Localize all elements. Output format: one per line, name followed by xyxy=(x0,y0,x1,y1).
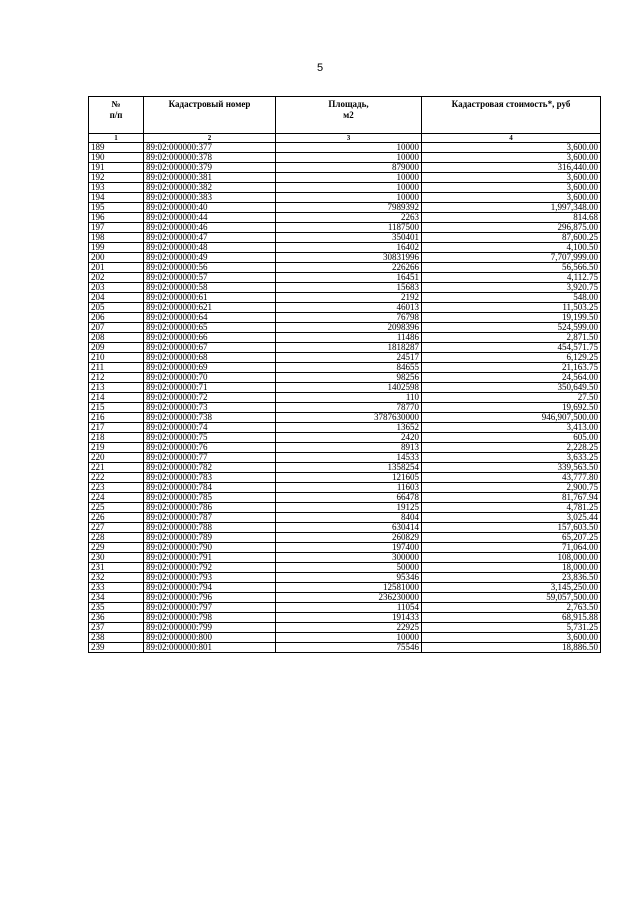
column-header-line: п/п xyxy=(109,110,123,120)
cadastral-value-cell: 3,025.44 xyxy=(422,513,601,523)
table-header xyxy=(89,97,601,143)
cadastral-number-cell: 89:02:000000:788 xyxy=(144,523,276,533)
column-header-line: м2 xyxy=(343,110,354,120)
table-row xyxy=(89,463,601,473)
cadastral-number-cell: 89:02:000000:789 xyxy=(144,533,276,543)
cadastral-number-cell: 89:02:000000:56 xyxy=(144,263,276,273)
table-row xyxy=(89,383,601,393)
row-number-cell: 236 xyxy=(89,613,144,623)
row-number-cell: 203 xyxy=(89,283,144,293)
cadastral-number-cell: 89:02:000000:790 xyxy=(144,543,276,553)
table-row xyxy=(89,223,601,233)
cadastral-number-cell: 89:02:000000:47 xyxy=(144,233,276,243)
cadastral-number-cell: 89:02:000000:796 xyxy=(144,593,276,603)
row-number-cell: 201 xyxy=(89,263,144,273)
row-number-cell: 238 xyxy=(89,633,144,643)
table-row xyxy=(89,393,601,403)
row-number-cell: 233 xyxy=(89,583,144,593)
row-number-cell: 204 xyxy=(89,293,144,303)
row-number-cell: 202 xyxy=(89,273,144,283)
area-cell: 16451 xyxy=(276,273,422,283)
cadastral-value-cell: 3,920.75 xyxy=(422,283,601,293)
cadastral-value-cell: 24,564.00 xyxy=(422,373,601,383)
cadastral-number-cell: 89:02:000000:800 xyxy=(144,633,276,643)
area-cell: 11486 xyxy=(276,333,422,343)
cadastral-value-cell: 65,207.25 xyxy=(422,533,601,543)
cadastral-number-cell: 89:02:000000:787 xyxy=(144,513,276,523)
row-number-cell: 192 xyxy=(89,173,144,183)
area-cell: 10000 xyxy=(276,153,422,163)
cadastral-number-cell: 89:02:000000:67 xyxy=(144,343,276,353)
column-header-4 xyxy=(422,97,601,134)
table-row xyxy=(89,173,601,183)
area-cell: 14533 xyxy=(276,453,422,463)
cadastral-value-cell: 18,886.50 xyxy=(422,643,601,653)
area-cell: 197400 xyxy=(276,543,422,553)
area-cell: 191433 xyxy=(276,613,422,623)
row-number-cell: 219 xyxy=(89,443,144,453)
table-row xyxy=(89,533,601,543)
cadastral-number-cell: 89:02:000000:58 xyxy=(144,283,276,293)
cadastral-number-cell: 89:02:000000:801 xyxy=(144,643,276,653)
area-cell: 46013 xyxy=(276,303,422,313)
area-cell: 19125 xyxy=(276,503,422,513)
table-row xyxy=(89,583,601,593)
cadastral-number-cell: 89:02:000000:786 xyxy=(144,503,276,513)
table-row xyxy=(89,303,601,313)
row-number-cell: 217 xyxy=(89,423,144,433)
row-number-cell: 223 xyxy=(89,483,144,493)
cadastral-number-cell: 89:02:000000:68 xyxy=(144,353,276,363)
cadastral-number-cell: 89:02:000000:798 xyxy=(144,613,276,623)
area-cell: 350401 xyxy=(276,233,422,243)
table-row xyxy=(89,253,601,263)
cadastral-value-cell: 157,603.50 xyxy=(422,523,601,533)
row-number-cell: 208 xyxy=(89,333,144,343)
area-cell: 8913 xyxy=(276,443,422,453)
table-row xyxy=(89,403,601,413)
area-cell: 2098396 xyxy=(276,323,422,333)
row-number-cell: 193 xyxy=(89,183,144,193)
row-number-cell: 197 xyxy=(89,223,144,233)
cadastral-number-cell: 89:02:000000:379 xyxy=(144,163,276,173)
area-cell: 24517 xyxy=(276,353,422,363)
row-number-cell: 213 xyxy=(89,383,144,393)
cadastral-value-cell: 3,600.00 xyxy=(422,143,601,153)
column-header-line: Площадь, xyxy=(328,99,369,109)
table-row xyxy=(89,453,601,463)
table-row xyxy=(89,433,601,443)
cadastral-value-cell: 11,503.25 xyxy=(422,303,601,313)
table-row xyxy=(89,613,601,623)
column-number-1: 1 xyxy=(89,134,144,143)
area-cell: 84655 xyxy=(276,363,422,373)
area-cell: 75546 xyxy=(276,643,422,653)
cadastral-number-cell: 89:02:000000:792 xyxy=(144,563,276,573)
cadastral-value-cell: 605.00 xyxy=(422,433,601,443)
cadastral-value-cell: 81,767.94 xyxy=(422,493,601,503)
row-number-cell: 206 xyxy=(89,313,144,323)
cadastral-value-cell: 21,163.75 xyxy=(422,363,601,373)
cadastral-value-cell: 1,997,348.00 xyxy=(422,203,601,213)
cadastral-value-cell: 548.00 xyxy=(422,293,601,303)
cadastral-value-cell: 2,228.25 xyxy=(422,443,601,453)
table-row xyxy=(89,443,601,453)
area-cell: 50000 xyxy=(276,563,422,573)
cadastral-value-cell: 18,000.00 xyxy=(422,563,601,573)
cadastral-number-cell: 89:02:000000:793 xyxy=(144,573,276,583)
row-number-cell: 198 xyxy=(89,233,144,243)
cadastral-value-cell: 524,599.00 xyxy=(422,323,601,333)
table-row xyxy=(89,273,601,283)
area-cell: 7989392 xyxy=(276,203,422,213)
area-cell: 10000 xyxy=(276,173,422,183)
table-row xyxy=(89,183,601,193)
row-number-cell: 239 xyxy=(89,643,144,653)
cadastral-value-cell: 2,871.50 xyxy=(422,333,601,343)
area-cell: 1818287 xyxy=(276,343,422,353)
cadastral-value-cell: 339,563.50 xyxy=(422,463,601,473)
cadastral-number-cell: 89:02:000000:785 xyxy=(144,493,276,503)
cadastral-value-cell: 43,777.80 xyxy=(422,473,601,483)
cadastral-value-cell: 296,875.00 xyxy=(422,223,601,233)
table-row xyxy=(89,503,601,513)
table-row xyxy=(89,283,601,293)
row-number-cell: 196 xyxy=(89,213,144,223)
cadastral-value-cell: 3,600.00 xyxy=(422,173,601,183)
area-cell: 15683 xyxy=(276,283,422,293)
table-row xyxy=(89,413,601,423)
cadastral-value-cell: 2,900.75 xyxy=(422,483,601,493)
cadastral-value-cell: 4,112.75 xyxy=(422,273,601,283)
row-number-cell: 222 xyxy=(89,473,144,483)
cadastral-number-cell: 89:02:000000:794 xyxy=(144,583,276,593)
table-row xyxy=(89,153,601,163)
cadastral-value-cell: 316,440.00 xyxy=(422,163,601,173)
area-cell: 76798 xyxy=(276,313,422,323)
cadastral-value-cell: 108,000.00 xyxy=(422,553,601,563)
cadastral-number-cell: 89:02:000000:73 xyxy=(144,403,276,413)
cadastral-value-cell: 4,100.50 xyxy=(422,243,601,253)
cadastral-number-cell: 89:02:000000:64 xyxy=(144,313,276,323)
area-cell: 260829 xyxy=(276,533,422,543)
column-header-3 xyxy=(276,97,422,134)
row-number-cell: 227 xyxy=(89,523,144,533)
cadastral-number-cell: 89:02:000000:72 xyxy=(144,393,276,403)
cadastral-value-cell: 946,907,500.00 xyxy=(422,413,601,423)
cadastral-number-cell: 89:02:000000:791 xyxy=(144,553,276,563)
row-number-cell: 231 xyxy=(89,563,144,573)
table-row xyxy=(89,233,601,243)
cadastral-value-cell: 3,600.00 xyxy=(422,633,601,643)
area-cell: 22925 xyxy=(276,623,422,633)
area-cell: 1358254 xyxy=(276,463,422,473)
cadastral-number-cell: 89:02:000000:76 xyxy=(144,443,276,453)
cadastral-value-cell: 4,781.25 xyxy=(422,503,601,513)
column-header-line: № xyxy=(111,99,121,109)
row-number-cell: 224 xyxy=(89,493,144,503)
row-number-cell: 221 xyxy=(89,463,144,473)
table-row xyxy=(89,623,601,633)
cadastral-value-cell: 3,600.00 xyxy=(422,183,601,193)
table-row xyxy=(89,313,601,323)
row-number-cell: 209 xyxy=(89,343,144,353)
cadastral-number-cell: 89:02:000000:383 xyxy=(144,193,276,203)
row-number-cell: 232 xyxy=(89,573,144,583)
table-row xyxy=(89,643,601,653)
row-number-cell: 228 xyxy=(89,533,144,543)
area-cell: 10000 xyxy=(276,183,422,193)
row-number-cell: 205 xyxy=(89,303,144,313)
column-header-line: Кадастровая стоимость*, руб xyxy=(451,99,571,109)
area-cell: 11603 xyxy=(276,483,422,493)
cadastral-value-cell: 3,600.00 xyxy=(422,193,601,203)
cadastral-value-cell: 59,057,500.00 xyxy=(422,593,601,603)
cadastral-value-cell: 19,199.50 xyxy=(422,313,601,323)
cadastral-number-cell: 89:02:000000:57 xyxy=(144,273,276,283)
cadastral-value-cell: 56,566.50 xyxy=(422,263,601,273)
cadastral-number-cell: 89:02:000000:44 xyxy=(144,213,276,223)
area-cell: 2420 xyxy=(276,433,422,443)
row-number-cell: 235 xyxy=(89,603,144,613)
area-cell: 2263 xyxy=(276,213,422,223)
row-number-cell: 190 xyxy=(89,153,144,163)
area-cell: 95346 xyxy=(276,573,422,583)
row-number-cell: 214 xyxy=(89,393,144,403)
page-number: 5 xyxy=(316,62,324,74)
table-row xyxy=(89,483,601,493)
area-cell: 226266 xyxy=(276,263,422,273)
table-body xyxy=(89,143,601,653)
cadastral-number-cell: 89:02:000000:783 xyxy=(144,473,276,483)
table-row xyxy=(89,343,601,353)
row-number-cell: 212 xyxy=(89,373,144,383)
table-row xyxy=(89,373,601,383)
cadastral-value-cell: 27.50 xyxy=(422,393,601,403)
row-number-cell: 237 xyxy=(89,623,144,633)
table-row xyxy=(89,633,601,643)
cadastral-number-cell: 89:02:000000:738 xyxy=(144,413,276,423)
area-cell: 11054 xyxy=(276,603,422,613)
row-number-cell: 207 xyxy=(89,323,144,333)
row-number-cell: 199 xyxy=(89,243,144,253)
table-row xyxy=(89,593,601,603)
cadastral-number-cell: 89:02:000000:621 xyxy=(144,303,276,313)
column-number-row xyxy=(89,134,601,143)
table-row xyxy=(89,473,601,483)
row-number-cell: 189 xyxy=(89,143,144,153)
cadastral-table xyxy=(88,96,601,653)
table-row xyxy=(89,603,601,613)
table-row xyxy=(89,573,601,583)
area-cell: 3787630000 xyxy=(276,413,422,423)
column-number-2: 2 xyxy=(144,134,276,143)
area-cell: 110 xyxy=(276,393,422,403)
row-number-cell: 220 xyxy=(89,453,144,463)
cadastral-number-cell: 89:02:000000:75 xyxy=(144,433,276,443)
column-number-4: 4 xyxy=(422,134,601,143)
row-number-cell: 225 xyxy=(89,503,144,513)
row-number-cell: 229 xyxy=(89,543,144,553)
cadastral-number-cell: 89:02:000000:782 xyxy=(144,463,276,473)
cadastral-number-cell: 89:02:000000:378 xyxy=(144,153,276,163)
cadastral-number-cell: 89:02:000000:382 xyxy=(144,183,276,193)
table-row xyxy=(89,363,601,373)
area-cell: 12581000 xyxy=(276,583,422,593)
row-number-cell: 226 xyxy=(89,513,144,523)
cadastral-value-cell: 814.68 xyxy=(422,213,601,223)
table-row xyxy=(89,523,601,533)
table-row xyxy=(89,493,601,503)
row-number-cell: 191 xyxy=(89,163,144,173)
cadastral-number-cell: 89:02:000000:784 xyxy=(144,483,276,493)
area-cell: 236230000 xyxy=(276,593,422,603)
header-row xyxy=(89,97,601,134)
row-number-cell: 230 xyxy=(89,553,144,563)
area-cell: 66478 xyxy=(276,493,422,503)
row-number-cell: 216 xyxy=(89,413,144,423)
table-row xyxy=(89,333,601,343)
cadastral-number-cell: 89:02:000000:377 xyxy=(144,143,276,153)
cadastral-value-cell: 3,600.00 xyxy=(422,153,601,163)
row-number-cell: 195 xyxy=(89,203,144,213)
cadastral-value-cell: 68,915.88 xyxy=(422,613,601,623)
cadastral-value-cell: 7,707,999.00 xyxy=(422,253,601,263)
area-cell: 10000 xyxy=(276,193,422,203)
area-cell: 1187500 xyxy=(276,223,422,233)
row-number-cell: 211 xyxy=(89,363,144,373)
table-row xyxy=(89,193,601,203)
row-number-cell: 218 xyxy=(89,433,144,443)
cadastral-value-cell: 5,731.25 xyxy=(422,623,601,633)
row-number-cell: 200 xyxy=(89,253,144,263)
area-cell: 2192 xyxy=(276,293,422,303)
cadastral-value-cell: 3,145,250.00 xyxy=(422,583,601,593)
table-row xyxy=(89,263,601,273)
cadastral-number-cell: 89:02:000000:66 xyxy=(144,333,276,343)
table-row xyxy=(89,513,601,523)
cadastral-value-cell: 87,600.25 xyxy=(422,233,601,243)
cadastral-number-cell: 89:02:000000:77 xyxy=(144,453,276,463)
column-header-line: Кадастровый номер xyxy=(168,99,251,109)
table-row xyxy=(89,203,601,213)
row-number-cell: 234 xyxy=(89,593,144,603)
cadastral-number-cell: 89:02:000000:69 xyxy=(144,363,276,373)
column-number-3: 3 xyxy=(276,134,422,143)
table-row xyxy=(89,543,601,553)
cadastral-value-cell: 23,836.50 xyxy=(422,573,601,583)
area-cell: 78770 xyxy=(276,403,422,413)
area-cell: 10000 xyxy=(276,633,422,643)
table-row xyxy=(89,353,601,363)
cadastral-number-cell: 89:02:000000:48 xyxy=(144,243,276,253)
area-cell: 8404 xyxy=(276,513,422,523)
row-number-cell: 215 xyxy=(89,403,144,413)
cadastral-number-cell: 89:02:000000:799 xyxy=(144,623,276,633)
cadastral-number-cell: 89:02:000000:40 xyxy=(144,203,276,213)
cadastral-number-cell: 89:02:000000:797 xyxy=(144,603,276,613)
area-cell: 630414 xyxy=(276,523,422,533)
cadastral-value-cell: 350,649.50 xyxy=(422,383,601,393)
cadastral-number-cell: 89:02:000000:49 xyxy=(144,253,276,263)
cadastral-value-cell: 454,571.75 xyxy=(422,343,601,353)
cadastral-number-cell: 89:02:000000:65 xyxy=(144,323,276,333)
cadastral-number-cell: 89:02:000000:381 xyxy=(144,173,276,183)
area-cell: 300000 xyxy=(276,553,422,563)
cadastral-number-cell: 89:02:000000:61 xyxy=(144,293,276,303)
table-row xyxy=(89,163,601,173)
area-cell: 1402598 xyxy=(276,383,422,393)
table-row xyxy=(89,243,601,253)
area-cell: 121605 xyxy=(276,473,422,483)
cadastral-number-cell: 89:02:000000:46 xyxy=(144,223,276,233)
area-cell: 10000 xyxy=(276,143,422,153)
cadastral-value-cell: 3,413.00 xyxy=(422,423,601,433)
cadastral-value-cell: 6,129.25 xyxy=(422,353,601,363)
column-header-1 xyxy=(89,97,144,134)
column-header-2 xyxy=(144,97,276,134)
table-row xyxy=(89,143,601,153)
area-cell: 879000 xyxy=(276,163,422,173)
row-number-cell: 210 xyxy=(89,353,144,363)
area-cell: 98256 xyxy=(276,373,422,383)
table-row xyxy=(89,423,601,433)
cadastral-value-cell: 3,633.25 xyxy=(422,453,601,463)
cadastral-value-cell: 71,064.00 xyxy=(422,543,601,553)
area-cell: 30831996 xyxy=(276,253,422,263)
table-row xyxy=(89,553,601,563)
area-cell: 13652 xyxy=(276,423,422,433)
row-number-cell: 194 xyxy=(89,193,144,203)
cadastral-number-cell: 89:02:000000:71 xyxy=(144,383,276,393)
cadastral-number-cell: 89:02:000000:74 xyxy=(144,423,276,433)
cadastral-number-cell: 89:02:000000:70 xyxy=(144,373,276,383)
area-cell: 16402 xyxy=(276,243,422,253)
cadastral-value-cell: 19,692.50 xyxy=(422,403,601,413)
table-row xyxy=(89,563,601,573)
table-row xyxy=(89,293,601,303)
cadastral-value-cell: 2,763.50 xyxy=(422,603,601,613)
table-row xyxy=(89,323,601,333)
table-row xyxy=(89,213,601,223)
